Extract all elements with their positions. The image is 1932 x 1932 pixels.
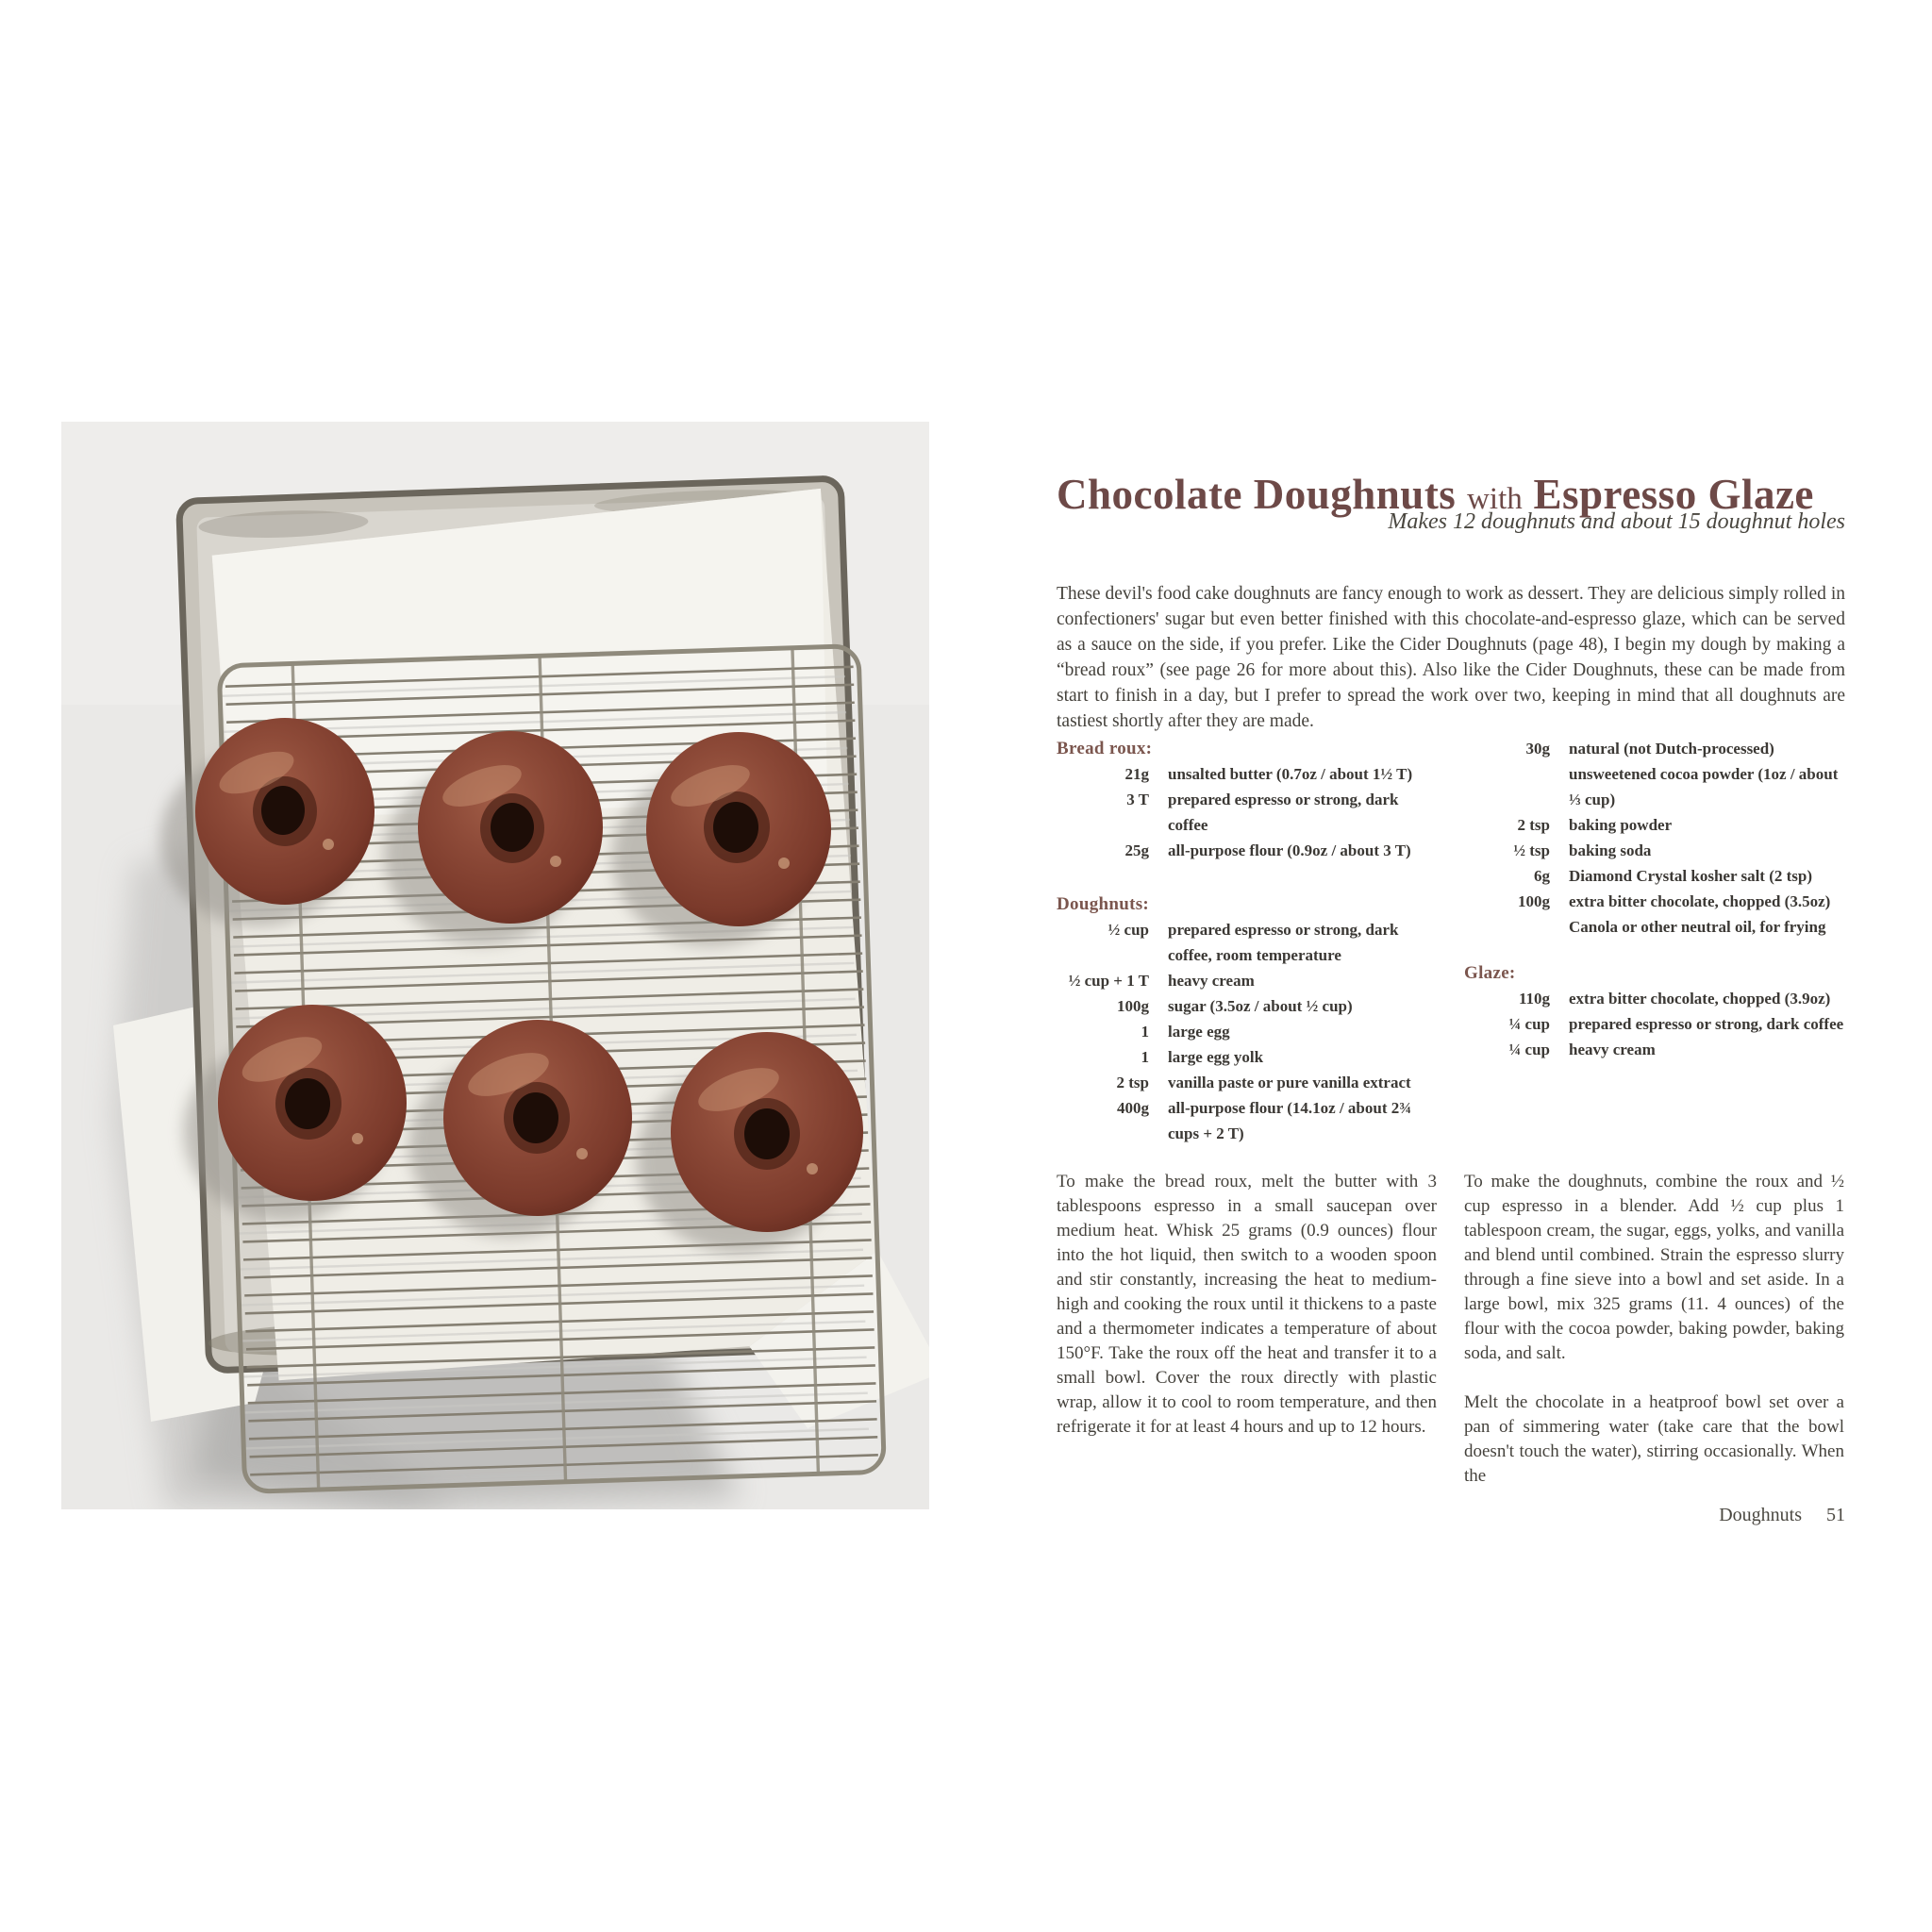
ingredient-row — [1464, 838, 1844, 863]
ingredient-qty: 30g — [1525, 740, 1550, 758]
section-header-doughnuts: Doughnuts: — [1057, 894, 1150, 914]
ingredient-row — [1057, 1070, 1437, 1095]
ingredient-row — [1057, 1095, 1437, 1146]
ingredient-desc: large egg yolk — [1168, 1048, 1264, 1066]
ingredient-row — [1057, 787, 1437, 838]
ingredient-qty: 1 — [1141, 1048, 1149, 1066]
ingredient-row — [1057, 917, 1437, 968]
ingredient-row — [1057, 838, 1437, 863]
instruction-paragraph: To make the doughnuts, combine the roux and ½ cup espresso in a blender. Add ½ cup plus 1 tablespoon cream, the sugar, eggs, yolks, and vanilla and blend until combined. Strain the espresso slurry through a fine sieve into a bowl and set aside. In a large bowl, mix 325 grams (11. 4 ounces) of the flour with the cocoa powder, baking powder, baking soda, and salt. — [1464, 1172, 1844, 1363]
ingredient-row — [1057, 968, 1437, 993]
title-main: Chocolate Doughnuts — [1057, 471, 1457, 519]
ingredient-qty: ½ cup — [1108, 921, 1149, 939]
ingredient-desc: unsalted butter (0.7oz / about 1½ T) — [1168, 765, 1413, 783]
ingredient-qty: ½ cup + 1 T — [1068, 972, 1149, 990]
ingredient-desc: large egg — [1168, 1023, 1230, 1041]
ingredient-row — [1464, 812, 1844, 838]
ingredient-qty: 100g — [1518, 892, 1550, 910]
ingredients-column-left — [1057, 736, 1437, 1146]
ingredient-qty: 400g — [1117, 1099, 1149, 1117]
ingredient-row — [1464, 914, 1844, 940]
ingredient-desc: all-purpose flour (0.9oz / about 3 T) — [1168, 841, 1411, 859]
ingredient-desc: prepared espresso or strong, dark coffee — [1569, 1015, 1844, 1033]
ingredient-row — [1464, 889, 1844, 914]
ingredient-qty: ½ tsp — [1513, 841, 1550, 859]
title-accent: Espresso Glaze — [1533, 471, 1814, 519]
ingredient-row — [1464, 736, 1844, 812]
footer-section-label: Doughnuts — [1719, 1505, 1802, 1525]
ingredient-qty: 1 — [1141, 1023, 1149, 1041]
ingredient-row — [1464, 1037, 1844, 1062]
ingredient-desc: extra bitter chocolate, chopped (3.9oz) — [1569, 990, 1831, 1008]
ingredient-qty: 2 tsp — [1517, 816, 1550, 834]
ingredient-qty: 2 tsp — [1116, 1074, 1149, 1091]
intro-paragraph: These devil's food cake doughnuts are fancy enough to work as dessert. They are delicious simply rolled in confectioners' sugar but even better finished with this chocolate-and-espresso glaze, which can be served as a sauce on the side, if you prefer. Like the Cider Doughnuts (page 48), I begin my dough by making a “bread roux” (see page 26 for more about this). Also like the Cider Doughnuts, these can be made from start to finish in a day, but I prefer to spread the work over two, keeping in mind that all doughnuts are tastiest shortly after they are made. — [1057, 583, 1845, 731]
ingredient-desc: heavy cream — [1569, 1041, 1656, 1058]
ingredient-desc: extra bitter chocolate, chopped (3.5oz) — [1569, 892, 1831, 910]
ingredient-desc: sugar (3.5oz / about ½ cup) — [1168, 997, 1353, 1015]
ingredient-qty: 3 T — [1126, 791, 1149, 808]
doughnut — [443, 1020, 632, 1216]
ingredients-column-right — [1464, 736, 1844, 1062]
ingredient-qty: 25g — [1124, 841, 1149, 859]
ingredient-desc: heavy cream — [1168, 972, 1255, 990]
doughnut — [671, 1032, 863, 1232]
instructions-column-left — [1057, 1170, 1437, 1464]
title-with: with — [1467, 482, 1523, 517]
ingredient-desc: Canola or other neutral oil, for frying — [1569, 918, 1826, 936]
ingredient-desc: natural (not Dutch-processed) unsweetened cocoa powder (1oz / about ⅓ cup) — [1569, 740, 1839, 808]
doughnut — [646, 732, 831, 926]
doughnut-photo-illustration — [61, 422, 929, 1509]
section-header-bread-roux: Bread roux: — [1057, 739, 1153, 758]
ingredient-desc: baking soda — [1569, 841, 1652, 859]
section-header-glaze: Glaze: — [1464, 963, 1516, 983]
instructions-column-right — [1464, 1170, 1844, 1513]
ingredient-row — [1057, 1044, 1437, 1070]
ingredient-qty: ¼ cup — [1508, 1041, 1550, 1058]
doughnut — [218, 1005, 407, 1201]
doughnut — [418, 731, 603, 924]
ingredient-desc: prepared espresso or strong, dark coffee — [1168, 791, 1399, 834]
ingredient-qty: 21g — [1124, 765, 1149, 783]
recipe-page — [1057, 434, 1845, 1660]
ingredient-qty: 110g — [1518, 990, 1550, 1008]
ingredient-row — [1057, 993, 1437, 1019]
ingredient-desc: baking powder — [1569, 816, 1673, 834]
instruction-paragraph: Melt the chocolate in a heatproof bowl set over a pan of simmering water (take care that the bowl doesn't touch the water), stirring occasionally. When the — [1464, 1392, 1844, 1486]
ingredient-desc: all-purpose flour (14.1oz / about 2¾ cups + 2 T) — [1168, 1099, 1412, 1142]
ingredient-qty: 100g — [1117, 997, 1149, 1015]
ingredient-desc: prepared espresso or strong, dark coffee, room temperature — [1168, 921, 1399, 964]
page-footer — [1057, 1505, 1845, 1526]
yield-note: Makes 12 doughnuts and about 15 doughnut holes — [1388, 509, 1845, 534]
recipe-photo — [61, 422, 929, 1509]
instruction-paragraph: To make the bread roux, melt the butter with 3 tablespoons espresso in a small saucepan over medium heat. Whisk 25 grams (0.9 ounces) flour into the hot liquid, then switch to a wooden spoon and stir constantly, increasing the heat to medium-high and cooking the roux until it thickens to a paste and a thermometer indicates a temperature of about 150°F. Take the roux off the heat and transfer it to a small bowl. Cover the roux directly with plastic wrap, allow it to cool to room temperature, and then refrigerate it for at least 4 hours and up to 12 hours. — [1057, 1172, 1437, 1437]
ingredient-row — [1464, 986, 1844, 1011]
ingredient-qty: ¼ cup — [1508, 1015, 1550, 1033]
footer-page-number: 51 — [1826, 1505, 1845, 1525]
doughnut — [195, 718, 375, 905]
ingredient-row — [1057, 1019, 1437, 1044]
ingredient-desc: vanilla paste or pure vanilla extract — [1168, 1074, 1411, 1091]
ingredient-row — [1464, 1011, 1844, 1037]
ingredient-desc: Diamond Crystal kosher salt (2 tsp) — [1569, 867, 1813, 885]
ingredient-row — [1464, 863, 1844, 889]
ingredient-qty: 6g — [1534, 867, 1550, 885]
ingredient-row — [1057, 761, 1437, 787]
